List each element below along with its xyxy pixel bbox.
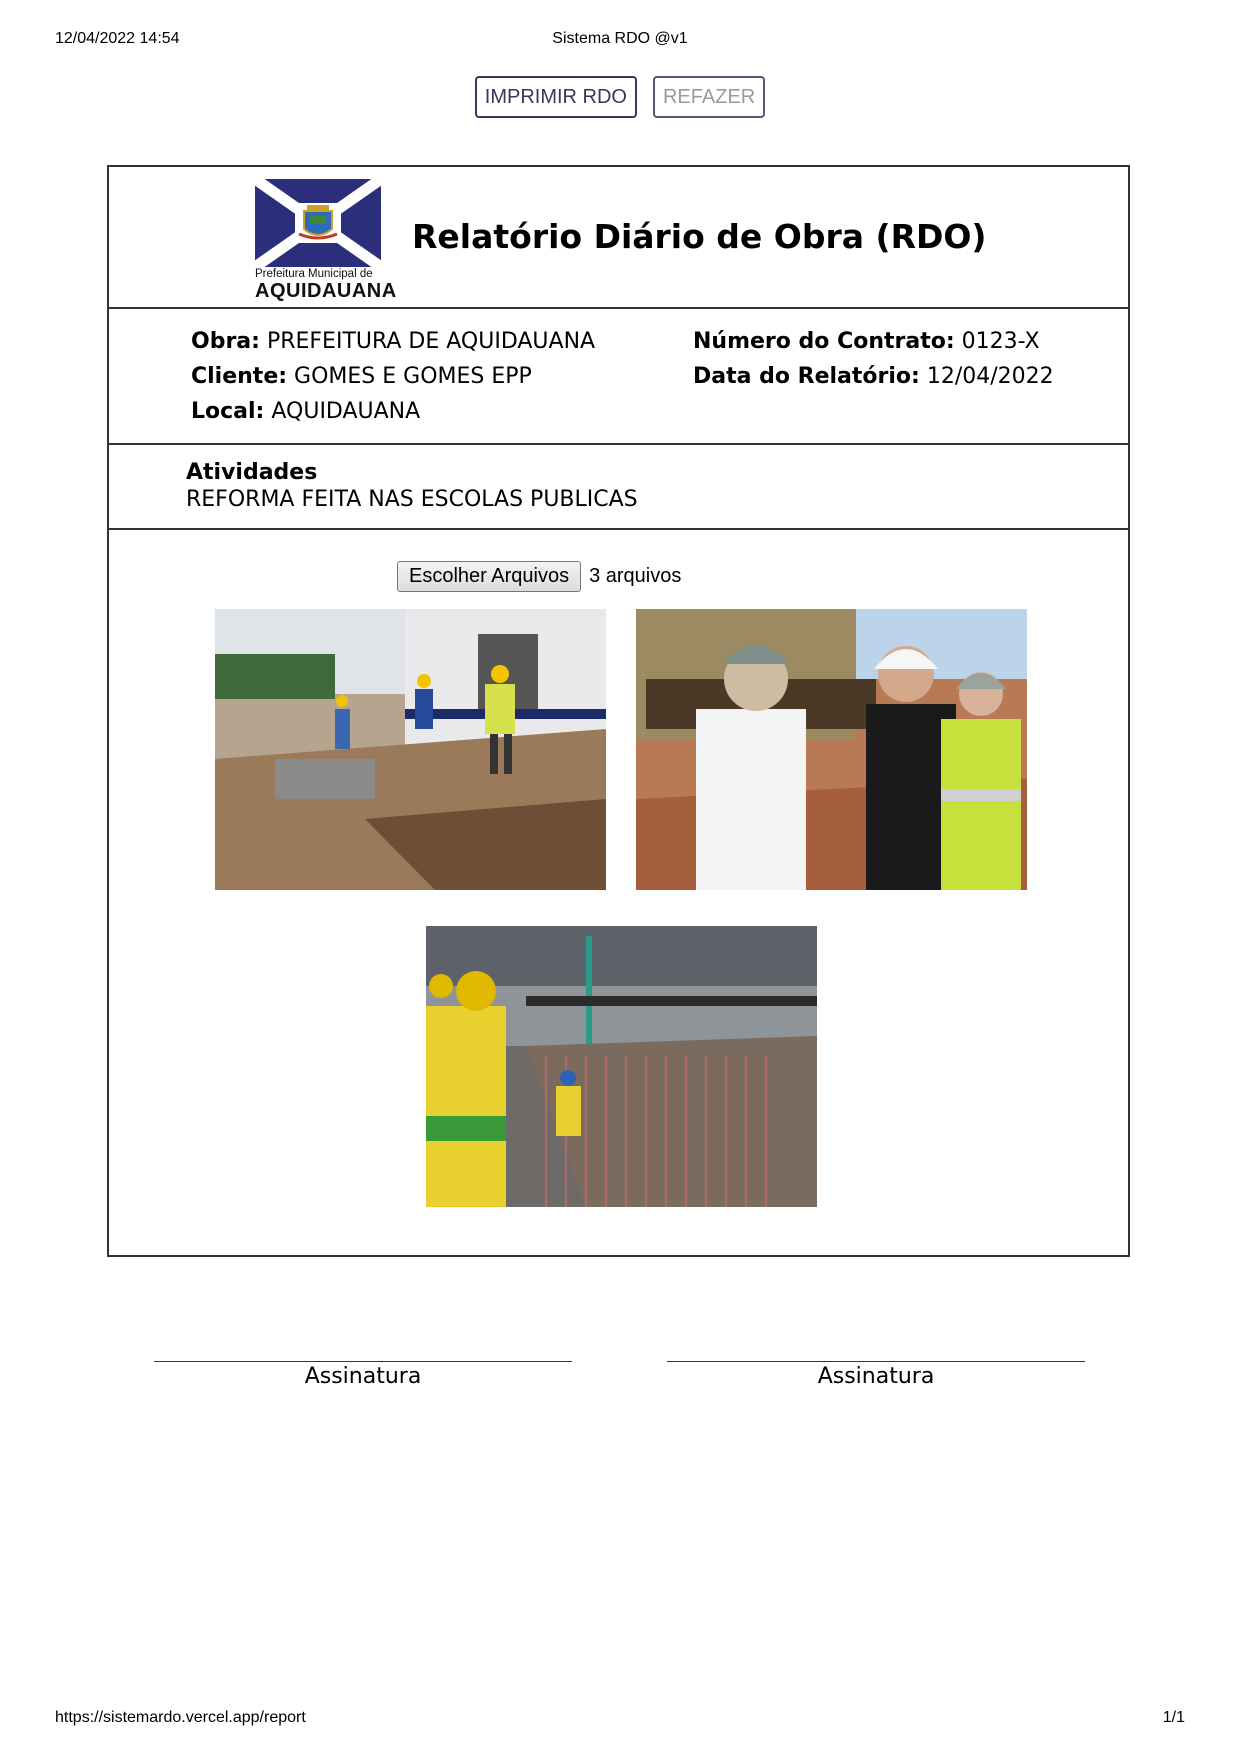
activities-block bbox=[186, 459, 638, 513]
cliente-value: GOMES E GOMES EPP bbox=[294, 364, 532, 389]
print-footer-page: 1/1 bbox=[1162, 1709, 1185, 1726]
obra-value: PREFEITURA DE AQUIDAUANA bbox=[266, 329, 596, 354]
report-header bbox=[109, 167, 1128, 309]
local-label: Local: bbox=[191, 399, 265, 424]
obra-label: Obra: bbox=[191, 329, 260, 354]
cliente-row bbox=[191, 359, 595, 394]
print-rdo-button[interactable]: IMPRIMIR RDO bbox=[475, 76, 637, 118]
site-photo-2 bbox=[636, 609, 1027, 890]
local-row bbox=[191, 394, 595, 429]
logo-city: AQUIDAUANA bbox=[255, 280, 397, 302]
logo-subtitle: Prefeitura Municipal de bbox=[255, 268, 373, 280]
choose-files-button[interactable]: Escolher Arquivos bbox=[397, 561, 581, 592]
report-title: Relatório Diário de Obra (RDO) bbox=[412, 217, 987, 256]
file-input bbox=[397, 561, 681, 592]
report-info bbox=[109, 309, 1128, 445]
site-photo-1 bbox=[215, 609, 606, 890]
flag-icon bbox=[255, 179, 381, 267]
print-header-title: Sistema RDO @v1 bbox=[552, 30, 688, 47]
cliente-label: Cliente: bbox=[191, 364, 288, 389]
activities-value: REFORMA FEITA NAS ESCOLAS PUBLICAS bbox=[186, 487, 638, 512]
report-card bbox=[107, 165, 1130, 1257]
signature-line-1: Assinatura bbox=[154, 1361, 572, 1389]
activities-section bbox=[109, 445, 1128, 530]
contrato-row bbox=[693, 324, 1054, 359]
site-photo-3 bbox=[426, 926, 817, 1207]
data-value: 12/04/2022 bbox=[926, 364, 1054, 389]
action-bar bbox=[0, 76, 1240, 118]
data-row bbox=[693, 359, 1054, 394]
print-header-datetime: 12/04/2022 14:54 bbox=[55, 30, 180, 47]
photos-section bbox=[109, 530, 1128, 1255]
obra-row bbox=[191, 324, 595, 359]
signature-line-2: Assinatura bbox=[667, 1361, 1085, 1389]
print-footer-url: https://sistemardo.vercel.app/report bbox=[55, 1709, 306, 1726]
contrato-value: 0123-X bbox=[961, 329, 1040, 354]
redo-button[interactable]: REFAZER bbox=[653, 76, 765, 118]
info-right-column bbox=[693, 324, 1054, 394]
file-count: 3 arquivos bbox=[589, 565, 682, 587]
municipality-logo bbox=[255, 179, 397, 302]
local-value: AQUIDAUANA bbox=[271, 399, 421, 424]
contrato-label: Número do Contrato: bbox=[693, 329, 955, 354]
activities-label: Atividades bbox=[186, 460, 318, 485]
data-label: Data do Relatório: bbox=[693, 364, 920, 389]
info-left-column bbox=[191, 324, 595, 429]
